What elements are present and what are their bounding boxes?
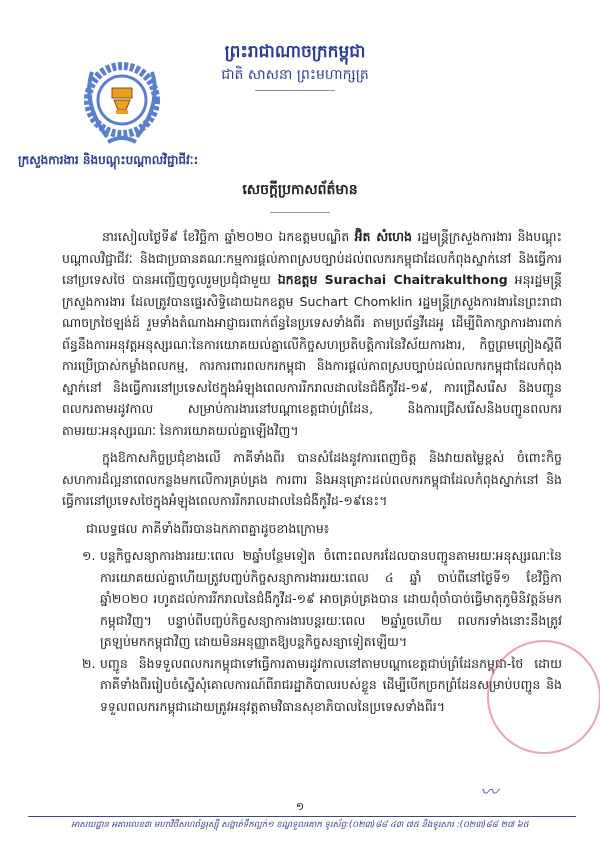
item-text: បញ្ជូន និងទទួលពលករកម្ពុជាទៅធ្វើការតាមរដូវកាលនៅតាមបណ្តាខេត្តជាប់ព្រំដែនកម្ពុជា-ថៃ ដោយភាគីទាំងពីររៀបចំស្នើសុំគោលការណ៍ពីរាជរដ្ឋាភិបាលរបស់ខ្លួន ដើម្បីបើកច្រកព្រំដែនសម្រាប់បញ្ជូន និងទទួលពលករកម្ពុជាដោយត្រូវអនុវត្តតាមវិធានសុខាភិបាលនៃប្រទេសទាំងពីរ។ — [100, 655, 562, 714]
footer-divider — [28, 816, 576, 817]
paragraph-1 — [62, 226, 562, 441]
ornament-divider — [255, 90, 335, 92]
p1-text: នារសៀលថ្ងៃទី៩ ខែវិច្ឆិកា ឆ្នាំ២០២០ ឯកឧត្តមបណ្ឌិត — [102, 229, 355, 244]
p1-text: អនុរដ្ឋមន្ត្រីក្រសួងការងារ ដែលត្រូវបានផ្ទេរសិទ្ធិដោយឯកឧត្តម Suchart Chomklin រដ្ឋមន្ត្រីក្រសួងការងារនៃព្រះរាជាណាចក្រថៃឡង់ដ៍ រួមទាំងតំណាងអាជ្ញាធរពាក់ព័ន្ធនៃប្រទេសទាំងពីរ តាមប្រព័ន្ធវីដេអូ ដើម្បីពិភាក្សាការងារពាក់ព័ន្ធនឹងការអនុវត្តអនុស្សរណៈនៃការយោគយល់គ្នាលើកិច្ចសហប្រតិបត្តិការនៃវិស័យការងារ, កិច្ចព្រមព្រៀងស្តីពីការប្រើប្រាស់កម្លាំងពលកម្ម, ការការពារពលករកម្ពុជា និងការផ្តល់ភាពស្របច្បាប់ដល់ពលករកម្ពុជាដែលកំពុងស្នាក់នៅ និងធ្វើការនៅប្រទេសថៃក្នុងអំឡុងពេលការរីករាលដាលនៃជំងឺកូវីដ-១៩, ការជ្រើសរើស និងបញ្ជូនពលករតាមរដូវកាល សម្រាប់ការងារនៅបណ្តាខេត្តជាប់ព្រំដែន, និងការជ្រើសរើសនិងបញ្ជូនពលករតាមរយៈអនុស្សរណៈ នៃការយោគយល់គ្នាឡើងវិញ។ — [62, 272, 562, 438]
signature: 〰 — [480, 782, 498, 803]
national-motto: ជាតិ សាសនា ព្រះមហាក្សត្រ — [221, 67, 369, 83]
page-number: ១ — [295, 800, 305, 813]
footer-address: អាសយដ្ឋាន អគារលេខ៣ មហាវិថីសហព័ន្ធរុស្ស៊ី សង្កាត់ទឹកល្អក់១ ខណ្ឌទួលគោក ទូរស័ព្ទ:(០២៣)៨៨ ៤៣ ៧៥ និងទូរសារ :(០២៣)៨៨ ២៧ ៦៥ — [71, 820, 529, 830]
kingdom-header — [200, 40, 390, 92]
official-stamp — [487, 640, 600, 754]
ministry-name: ក្រសួងការងារ និងបណ្តុះបណ្តាលវិជ្ជាជីវៈ: — [18, 153, 199, 167]
deputy-minister-name: ឯកឧត្តម Surachai Chaitrakulthong — [277, 272, 508, 287]
list-item — [82, 545, 562, 653]
ministry-logo — [72, 52, 172, 152]
minister-name: អ៊ិត សំហេង — [354, 229, 412, 244]
item-number: ២. — [82, 655, 96, 671]
document-body — [62, 226, 562, 717]
ministry-label: ក្រសួងការងារ និងបណ្តុះបណ្តាលវិជ្ជាជីវៈ — [18, 153, 194, 167]
paragraph-3: ជាលទ្ធផល ភាគីទាំងពីរបានឯកភាពគ្នាដូចខាងក្រោម៖ — [86, 520, 330, 536]
title-divider — [270, 212, 330, 213]
item-number: ១. — [82, 548, 96, 563]
p1-text: រដ្ឋមន្ត្រីក្រសួងការងារ និងបណ្តុះបណ្តាលវិជ្ជាជីវៈ និងជាប្រធានគណៈកម្មការផ្តល់ភាពស្របច្បាប់ដល់ពលករកម្ពុជាដែលកំពុងស្នាក់នៅ និងធ្វើការនៅប្រទេសថៃ បានអញ្ជើញចូលរួមប្រជុំជាមួយ — [62, 229, 562, 287]
paragraph-2: ក្នុងឱកាសកិច្ចប្រជុំខាងលើ ភាគីទាំងពីរ បានសំដែងនូវការពេញចិត្ត និងវាយតម្លៃខ្ពស់ ចំពោះកិច្ចសហការដ៏ល្អនាពេលកន្លងមកលើការគ្រប់គ្រង ការពារ និងអនុគ្រោះដល់ពលករកម្ពុជាដែលកំពុងស្នាក់នៅ និងធ្វើការនៅប្រទេសថៃក្នុងអំឡុងពេលការរីករាលដាលនៃជំងឺកូវីដ-១៩នេះ។ — [62, 450, 562, 508]
document-title: សេចក្តីប្រកាសព័ត៌មាន — [242, 182, 358, 198]
item-text: បន្តកិច្ចសន្យាការងាររយៈពេល ២ឆ្នាំបន្ថែមទៀត ចំពោះពលករដែលបានបញ្ជូនតាមរយៈអនុស្សរណៈនៃការយោគយល់គ្នាហើយត្រូវបញ្ចប់កិច្ចសន្យាការងាររយៈពេល ៤ ឆ្នាំ ចាប់ពីនៅថ្ងៃទី១ ខែវិច្ឆិកា ឆ្នាំ២០២០ រហូតដល់ការរីករាលនៃជំងឺកូវីដ-១៩ អាចគ្រប់គ្រងបាន ដោយពុំចាំបាច់ធ្វើមាតុភូមិនិវត្តន៍មកកម្ពុជាវិញ។ បន្ទាប់ពីបញ្ចប់កិច្ចសន្យាការងារបន្តរយៈពេល ២ឆ្នាំរួចហើយ ពលករទាំងនោះនឹងត្រូវត្រឡប់មកកម្ពុជាវិញ ដោយមិនអនុញ្ញាតឱ្យបន្តកិច្ចសន្យាទៀតឡើយ។ — [100, 548, 562, 649]
kingdom-title: ព្រះរាជាណាចក្រកម្ពុជា — [224, 42, 366, 62]
